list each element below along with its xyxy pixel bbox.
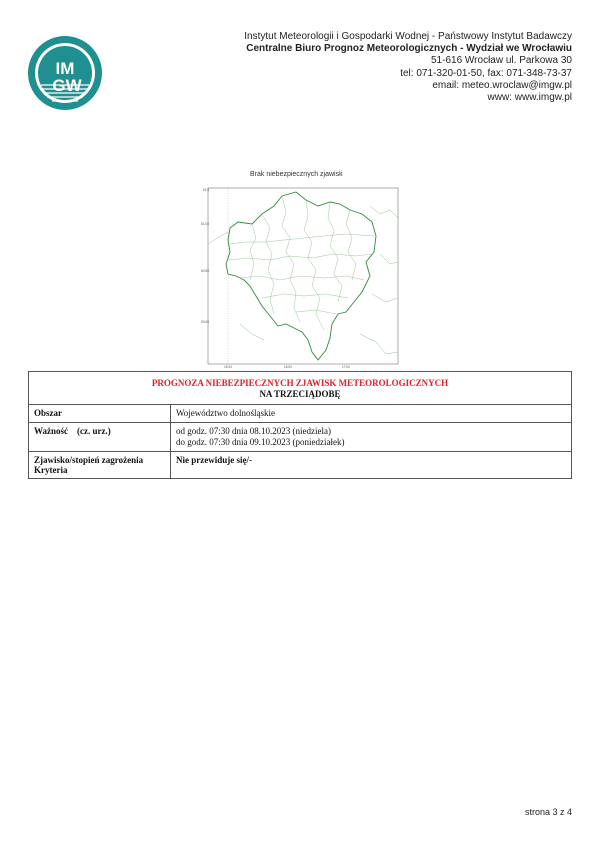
phenomenon-value: Nie przewiduje się/-: [171, 452, 572, 479]
header-department: Centralne Biuro Prognoz Meteorologicznych - Wydział we Wrocławiu: [246, 43, 572, 55]
header-address: 51-616 Wrocław ul. Parkowa 30: [431, 55, 572, 67]
validity-value: [171, 423, 572, 452]
area-value: Województwo dolnośląskie: [171, 405, 572, 423]
phenomenon-label-line1: Zjawisko/stopień zagrożenia: [34, 455, 144, 465]
logo-text-bottom: GW: [52, 76, 82, 95]
x-tick: 15.00: [224, 365, 232, 368]
phenomenon-label-line2: Kryteria: [34, 465, 68, 475]
y-tick: 51.00: [201, 222, 209, 226]
institute-header: [244, 31, 572, 104]
forecast-subtitle: NA TRZECIĄDOBĘ: [259, 389, 341, 399]
forecast-title-cell: [29, 372, 572, 405]
header-website[interactable]: www: www.imgw.pl: [487, 92, 572, 104]
page-number: strona 3 z 4: [524, 807, 572, 817]
logo-text-top: IM: [55, 59, 75, 78]
header-institute: Instytut Meteorologii i Gospodarki Wodnej - Państwowy Instytut Badawczy: [244, 31, 572, 42]
y-tick: 51.5: [203, 188, 210, 192]
validity-to: do godz. 07:30 dnia 09.10.2023 (poniedziałek): [176, 437, 345, 447]
y-tick: 50.00: [201, 320, 209, 324]
phenomenon-label: [29, 452, 171, 479]
map-title: Brak niebezpiecznych zjawisk: [250, 171, 343, 178]
forecast-title: PROGNOZA NIEBEZPIECZNYCH ZJAWISK METEOROLOGICZNYCH: [151, 378, 449, 388]
validity-from: od godz. 07:30 dnia 08.10.2023 (niedziela): [176, 426, 331, 436]
imgw-logo-icon: [27, 35, 103, 111]
validity-label: Ważność (cz. urz.): [29, 423, 171, 452]
forecast-table: [28, 371, 572, 479]
x-tick: 16.00: [284, 365, 292, 368]
area-label: Obszar: [29, 405, 171, 423]
y-tick: 50.50: [201, 269, 209, 273]
header-phone: tel: 071-320-01-50, fax: 071-348-73-37: [400, 67, 572, 79]
region-map: [200, 184, 402, 368]
header-email[interactable]: email: meteo.wroclaw@imgw.pl: [432, 79, 572, 91]
x-tick: 17.00: [342, 365, 350, 368]
